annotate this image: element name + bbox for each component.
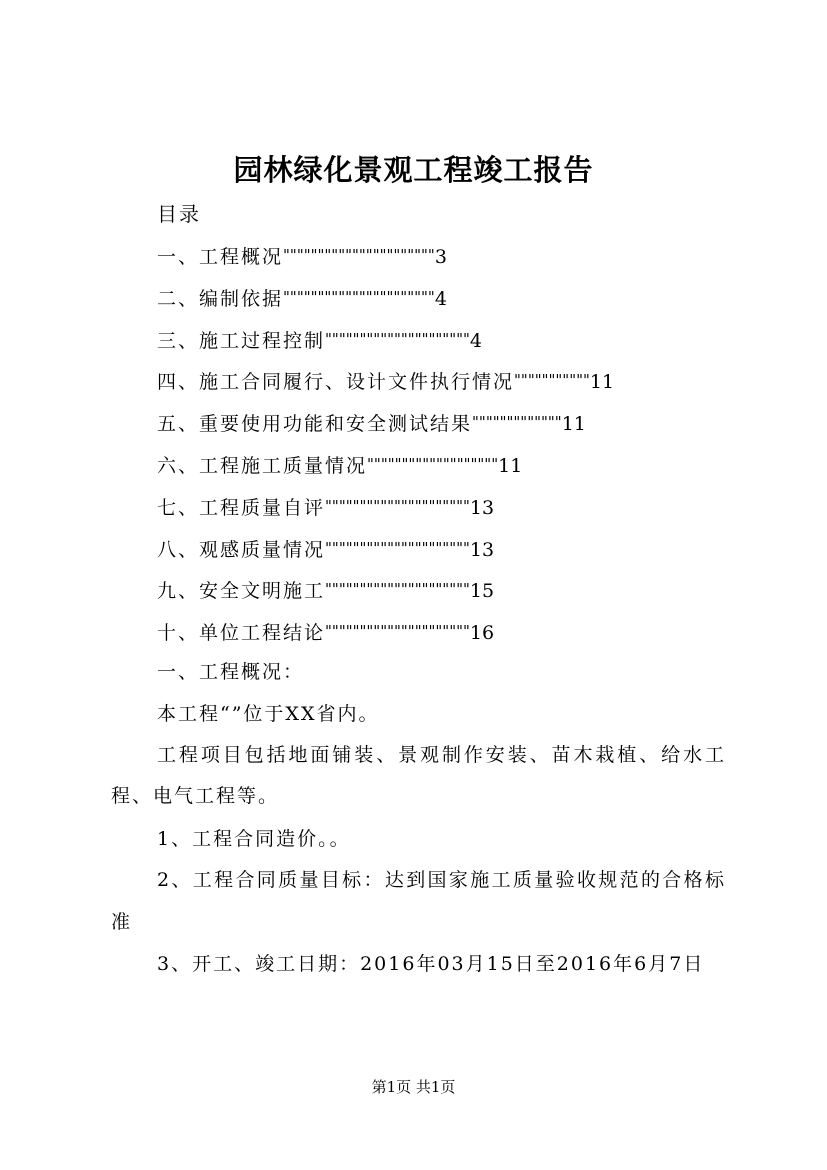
toc-page-number: 15 <box>469 580 495 603</box>
toc-page-number: 11 <box>498 454 523 477</box>
toc-item-label: 六、工程施工质量情况 <box>157 454 368 477</box>
toc-leader: """"""""""""""""""""" <box>325 496 470 515</box>
document-body <box>111 657 726 991</box>
paragraph-contract-price: 1、工程合同造价。。 <box>157 828 351 851</box>
toc-item-label: 十、单位工程结论 <box>157 622 326 645</box>
toc-item-5 <box>157 407 777 449</box>
toc-item-label: 五、重要使用功能和安全测试结果 <box>157 413 473 436</box>
toc-item-9 <box>157 574 777 616</box>
toc-item-label: 三、施工过程控制 <box>157 329 326 352</box>
toc-item-8 <box>157 533 777 575</box>
toc-page-number: 3 <box>434 246 447 268</box>
toc-item-label: 二、编制依据 <box>157 287 284 310</box>
page-footer: 第1页 共1页 <box>371 1078 456 1096</box>
section-heading-overview: 一、工程概况： <box>157 661 305 683</box>
toc-item-1 <box>157 240 777 282</box>
toc-item-6 <box>157 449 777 491</box>
toc-leader: """"""""""""" <box>472 413 562 432</box>
toc-item-label: 九、安全文明施工 <box>157 580 326 603</box>
paragraph-dates: 3、开工、竣工日期：2016年03月15日至2016年6月7日 <box>157 952 705 975</box>
toc-item-label: 一、工程概况 <box>157 246 284 268</box>
toc-item-label: 七、工程质量自评 <box>157 496 326 519</box>
toc-leader: """"""""""""""""""""" <box>325 622 470 641</box>
toc-leader: """"""""""""""""""" <box>367 454 499 473</box>
toc-item-7 <box>157 491 777 533</box>
toc-page-number: 11 <box>589 371 615 394</box>
paragraph-quality-target: 2、工程合同质量目标：达到国家施工质量验收规范的合格标准 <box>111 868 726 933</box>
toc-leader: """""""""""""""""""""" <box>283 246 435 264</box>
toc-item-10 <box>157 616 777 658</box>
toc-page-number: 16 <box>469 622 495 645</box>
paragraph-scope: 工程项目包括地面铺装、景观制作安装、苗木栽植、给水工程、电气工程等。 <box>111 743 726 808</box>
toc-page-number: 11 <box>561 413 586 436</box>
toc-page-number: 4 <box>469 329 482 352</box>
toc-leader: """"""""""""""""""""" <box>325 329 470 348</box>
paragraph-location: 本工程“”位于XX省内。 <box>157 702 380 725</box>
toc-leader: """"""""""" <box>514 371 590 390</box>
toc-item-4 <box>157 365 777 407</box>
toc-heading: 目录 <box>157 202 201 226</box>
toc-leader: """"""""""""""""""""" <box>325 538 470 557</box>
toc-page-number: 13 <box>469 538 495 561</box>
toc-item-2 <box>157 282 777 324</box>
document-title: 园林绿化景观工程竣工报告 <box>233 153 594 187</box>
toc-page-number: 4 <box>434 287 447 310</box>
toc-item-3 <box>157 324 777 366</box>
toc-leader: """""""""""""""""""""" <box>283 287 435 306</box>
toc-page-number: 13 <box>469 496 495 519</box>
table-of-contents <box>157 240 777 658</box>
toc-item-label: 四、施工合同履行、设计文件执行情况 <box>157 371 515 394</box>
toc-item-label: 八、观感质量情况 <box>157 538 326 561</box>
toc-leader: """"""""""""""""""""" <box>325 580 470 599</box>
